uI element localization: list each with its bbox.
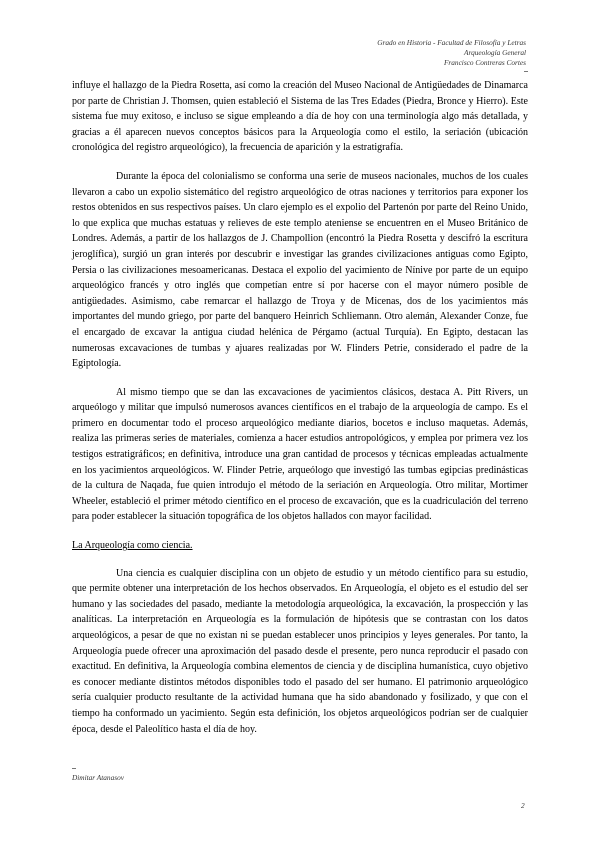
footer-author: Dimitar Atanasov: [72, 773, 124, 782]
paragraph-3: Al mismo tiempo que se dan las excavaciones de yacimientos clásicos, destaca A. Pitt Rivers, un arqueólogo y militar que impulsó numerosos avances científicos en el trabajo de la arqueología de campo. Es el primero en documentar todo el proceso arqueológico mediante diarios, bocetos e incluso maquetas. Además, realiza las primeras series de materiales, comienza a hacer estudios antropológicos, y emplea por primera vez los testigos estratigráficos; en definitiva, introduce una gran cantidad de procesos y técnicas empleadas actualmente en los yacimientos arqueológicos. W. Flinder Petrie, arqueólogo que investigó las tumbas egipcias predinásticas de la cultura de Naqada, fue quien introdujo el método de la seriación en Arqueología. Otro militar, Mortimer Wheeler, estableció el primer método científico en el proceso de excavación, que es la cuadriculación del terreno para poder establecer la situación topográfica de los objetos hallados con mayor facilidad.: [72, 386, 528, 523]
header-degree: Grado en Historia - Facultad de Filosofía y Letras: [377, 38, 526, 47]
page-header: [377, 38, 526, 69]
page-number: 2: [521, 801, 525, 810]
document-body: [72, 78, 528, 750]
paragraph-4: Una ciencia es cualquier disciplina con un objeto de estudio y un método científico para su estudio, que permite obtener una interpretación de los hechos observados. En Arqueología, el objeto es el estudio del ser humano y las sociedades del pasado, mediante la metodología arqueológica, la excavación, la prospección y las analíticas. La interpretación en Arqueología es la formulación de hipótesis que se contrastan con los datos arqueológicos, a pesar de que no existan ni se puedan establecer unos principios y leyes generales. Por tanto, la Arqueología puede ofrecer una aproximación del pasado desde el presente, pero nunca reproducir el pasado con exactitud. En definitiva, la Arqueología combina elementos de ciencia y de disciplina humanística, cuyo objetivo es conocer mediante distintos métodos disponibles todo el pasado del ser humano. El patrimonio arqueológico sería cualquier producto resultante de la actividad humana que ha sido abandonado y fosilizado, y que con el tiempo ha conformado un yacimiento. Según esta definición, los objetos arqueológicos podrían ser de cualquier época, desde el Paleolítico hasta el día de hoy.: [72, 567, 528, 735]
paragraph-2: Durante la época del colonialismo se conforma una serie de museos nacionales, muchos de los cuales llevaron a cabo un expolio sistemático del registro arqueológico de otras naciones y territorios para exponer los restos obtenidos en sus respectivos países. Un claro ejemplo es el expolio del Partenón por parte del Reino Unido, lo que explica que muchas estatuas y relieves de este templo ateniense se encuentren en el Museo Británico de Londres. Además, a partir de los hallazgos de J. Champollion (encontró la Piedra Rosetta y descifró la escritura jeroglífica), surgió un gran interés por descubrir e investigar las grandes civilizaciones antiguas como Egipto, Persia o las civilizaciones mesoamericanas. Destaca el expolio del yacimiento de Nínive por parte de un equipo arqueológico francés y otro inglés que competían entre sí por hacerse con el mayor número posible de antigüedades. Asimismo, cabe remarcar el hallazgo de Troya y de Micenas, dos de los yacimientos más importantes del mundo griego, por parte del banquero Heinrich Schliemann. Otro alemán, Alexander Conze, fue el encargado de excavar la antigua ciudad helénica de Pérgamo (actual Turquía). En Egipto, destacan las numerosas excavaciones de tumbas y ajuares realizadas por W. Flinders Petrie, considerado el padre de la Egiptología.: [72, 170, 529, 370]
footer-divider: [72, 768, 76, 769]
paragraph-1: influye el hallazgo de la Piedra Rosetta, así como la creación del Museo Nacional de Antigüedades de Dinamarca por parte de Christian J. Thomsen, quien estableció el Sistema de las Tres Edades (Piedra, Bronce y Hierro). Este sistema fue muy exitoso, e incluso se sigue empleando a día de hoy con una terminología algo más detallada, y gracias a él aparecen nuevos conceptos básicos para la Arqueología como el estilo, la seriación (ubicación cronológica del registro arqueológico), la frecuencia de aparición y la estratigrafía.: [72, 80, 528, 154]
header-course: Arqueología General: [464, 48, 526, 58]
section-heading: La Arqueología como ciencia.: [72, 540, 193, 552]
header-professor: Francisco Contreras Cortes: [443, 58, 526, 68]
header-divider: [524, 71, 528, 72]
